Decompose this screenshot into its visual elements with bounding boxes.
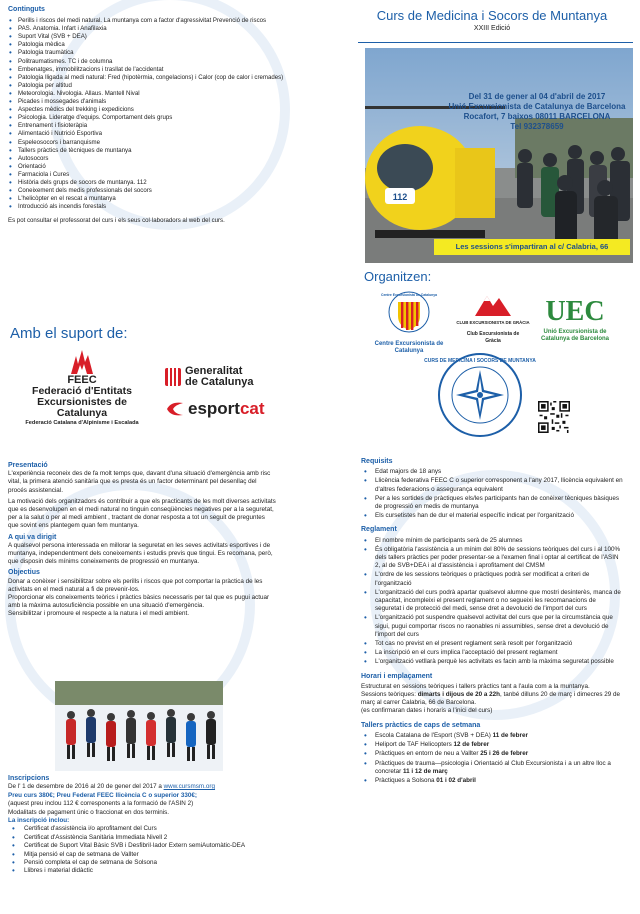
horari-p2b: dimarts i dijous de 20 a 22h [417,691,500,699]
esport-text: esport [188,399,240,418]
objectius-p2: Proporcionar els coneixements teòrics i pràctics bàsics necessaris per tal que es pugui actuar amb la màxima autosuficiència possible en una situació d'emergència. [8,594,270,610]
feec-abbr: FEEC [67,374,97,386]
inscripcions-title: Inscripcions [8,775,50,782]
taller-item [375,760,623,776]
senyera-icon [165,368,181,386]
course-dates: Del 31 de gener al 04 d'abril de 2017 [468,92,606,101]
course-info [443,92,631,132]
cec-logo-icon [381,290,437,338]
support-title: Amb el suport de: [10,325,128,342]
organizer-ceg-name: Club Excursionista de Gràcia [466,331,520,344]
course-address: Rocafort, 7 baixos 08011 BARCELONA [463,112,611,121]
horari-title: Horari i emplaçament [361,672,433,680]
taller-item [375,732,623,740]
inscripcio-item: • Llibres i material didàctic [24,867,276,875]
organizer-uec-name: Unió Excursionista de Catalunya de Barcelona [540,329,610,342]
organizer-uec [530,292,620,343]
taller-item-date: 25 i 26 de febrer [480,750,529,758]
generalitat-line-1: Generalitat [185,365,243,377]
reglament-item: • L'ordre de les sessions teòriques o pràctiques podrà ser modificat a criteri de l'organització [375,571,623,587]
ceg-logo-icon [456,292,530,328]
course-price: Preu curs 380€; Preu Federat FEEC llicència C o superior 330€; [8,791,197,799]
contents-item: • Perills i riscos del medi natural. La muntanya com a factor d'agressivitat Prevenció de riscos [18,17,326,25]
tallers-list [361,732,623,785]
feec-name-2: Excursionistes de Catalunya [37,396,127,419]
contents-item: • Aspectes mèdics del trekking i expedicions [18,106,326,114]
feec-name-1: Federació d'Entitats [32,385,132,397]
presentacio-title: Presentació [8,462,48,469]
badge-text: CURS DE MEDICINA I SOCORS DE MUNTANYA [424,358,536,364]
inscripcions-section [8,775,276,876]
contents-item: • Meteorologia. Nivologia. Allaus. Mantell Nival [18,90,326,98]
generalitat-line-2: de Catalunya [185,376,254,388]
reglament-list [361,537,623,667]
inscripcions-dates: De l' 1 de desembre de 2016 al 20 de gener del 2017 a [8,783,164,791]
contents-item: • Patologia lligada al medi natural: Fred (hipotèrmia, congelacions) i Calor (cop de calor i cremades) [18,74,326,82]
contents-note: Es pot consultar el professorat del curs i els seus col·laboradors al web del curs. [8,217,225,225]
presentacio-p1: L'experiència reconeix des de fa molt temps que, davant d'una situació d'emergència amb risc vital, la primera atenció sanitària que es presta és un factor determinant pel desenllaç del procés assistencial. [8,470,271,494]
inscripcio-item: • Pensió completa el cap de setmana de Solsona [24,859,276,867]
contents-item: • Orientació [18,163,326,171]
horari-p1: Estructurat en sessions teòriques i tallers pràctics tant a l'aula com a la muntanya. [361,682,590,690]
group-photo-snow [55,681,223,771]
inscripcio-item: • Certificat d'assistència i/o aprofitament del Curs [24,825,276,833]
price-note: (aquest preu inclou 112 € corresponents a la formació de l'ASIN 2) [8,800,194,808]
adirigit-title: A qui va dirigit [8,533,57,541]
objectius-title: Objectius [8,569,40,577]
taller-item-date: 11 i 12 de març [403,767,448,775]
inscripcio-item: • Certificat d'Assistència Sanitària Immediata Nivell 2 [24,834,276,842]
taller-item-text: Pràctiques de trauma—psicologia i Orientació al Club Excursionista i a un altre lloc a concretar [375,759,611,775]
contents-list [8,17,326,211]
contents-item: • Psicologia. Lideratge d'equips. Comportament dels grups [18,114,326,122]
inscripcio-list [8,825,276,875]
feec-name-3: Federació Catalana d'Alpinisme i Escalada [25,420,139,426]
feec-flame-icon [69,350,95,374]
uec-logo-text: UEC [545,296,605,327]
requisit-item: • Llicència federativa FEEC C o superior corresponent a l'any 2017, llicència equivalent en d'altres federacions o assegurança equivalent [375,477,623,493]
qr-code-icon [538,401,570,433]
reglament-item: • La inscripció en el curs implica l'acceptació del present reglament [375,649,623,657]
contents-item: • Patologia mèdica [18,41,326,49]
reglament-item: • L'organització vetllarà perquè les activitats es facin amb la màxima seguretat possible [375,658,623,666]
course-edition: XXIII Edició [473,25,511,32]
course-title: Curs de Medicina i Socors de Muntanya [376,8,608,23]
contents-item: • Patologia traumàtica [18,49,326,57]
course-website-link[interactable]: www.cursmsm.org [163,783,216,791]
cec-ring-text: Centre Excursionista de Catalunya [381,293,437,297]
presentacio-p2: La motivació dels organitzadors és contribuir a que els practicants de les molt diverses activitats que es desenvolupen en el medi natural no tinguin conseqüències negatives per a la seguretat, per a la salut o per al medi ambient , tractant de donar resposta a tot un seguit de preguntes que sovint ens plantegem quan fem muntanya. [8,497,276,530]
requisits-title: Requisits [361,458,393,465]
sessions-banner: Les sessions s'impartiran al c/ Calabria, 66 [434,239,630,255]
right-info-column [361,458,623,786]
tallers-title: Tallers pràctics de caps de setmana [361,721,481,729]
payment-note: Modalitats de pagament únic o fraccionat en dos terminis. [8,808,170,816]
contents-item: • Autosocors [18,155,326,163]
contents-title: Continguts [8,6,45,13]
contents-item: • Introducció als incendis forestals [18,203,326,211]
contents-item: • Embenatges, immobilitzacions i trasllat de l'accidentat [18,66,326,74]
helicopter-photo-image [365,48,633,263]
taller-item-text: Escola Catalana de l'Esport (SVB + DEA) [375,731,493,739]
presentation-section [8,460,276,622]
feec-logo [12,350,152,426]
taller-item-text: Pràctiques a Solsona [375,776,437,784]
horari-p3: (es confirmaran dates i horaris a l'inici del curs) [361,707,493,715]
contents-item: • Espeleosocors i barranquisme [18,139,326,147]
requisit-item: • Els cursetistes han de dur el material específic indicat per l'organització [375,512,623,520]
helicopter-photo [365,48,633,263]
contents-item: • Història dels grups de socors de muntanya. 112 [18,179,326,187]
requisits-list [361,468,623,520]
requisit-item: • Edat majors de 18 anys [375,468,623,476]
taller-item [375,777,623,785]
cat-text: cat [239,399,265,418]
organizer-ceg [456,292,530,345]
contents-item: • PAS. Anatomia. Infart i Anafilaxia [18,25,326,33]
contents-item: • Patologia per altitud [18,82,326,90]
contents-item: • Tallers pràctics de tècniques de muntanya [18,147,326,155]
contents-section [8,6,326,225]
taller-item-date: 12 de febrer [453,741,490,749]
reglament-item: • L'organització pot suspendre qualsevol activitat del curs que per la circumstància que sigui, pugui comportar riscos no raonables ni assumibles, sense dret a devolució de l'import del curs [375,614,623,639]
cursmsm-badge-icon [424,352,536,438]
horari-p2a: Sessions teòriques: [361,691,418,699]
taller-item-text: Pràctiques en entorn de neu a Vallter [375,750,481,758]
contents-item: • L'helicòpter en el rescat a muntanya [18,195,326,203]
reglament-item: • L'organització del curs podrà apartar qualsevol alumne que mostri desinterès, manca de capacitat, incompleixi el present reglament o no segueixi les recomanacions de seguretat i de protecció del medi, sense dret a devolució de l'import del curs [375,589,623,614]
organizer-cec-name: Centre Excursionista de Catalunya [374,341,444,354]
ceg-logo-text: CLUB EXCURSIONISTA DE GRÀCIA [456,320,530,325]
taller-item-date: 11 de febrer [492,731,528,739]
reglament-item: • El nombre mínim de participants serà de 25 alumnes [375,537,623,545]
taller-item [375,741,623,749]
contents-item: • Politraumatismes. TC i de columna [18,58,326,66]
contents-item: • Entrenament i fisioteràpia [18,122,326,130]
contents-item: • Picades i mossegades d'animals [18,98,326,106]
contents-item: • Coneixement dels medis professionals del socors [18,187,326,195]
contents-item: • Farmaciola i Cures [18,171,326,179]
reglament-item: • Tot cas no previst en el present reglament serà resolt per l'organització [375,640,623,648]
organizers-title: Organitzen: [364,269,432,284]
title-divider [358,42,633,43]
horari-p2c: , tanbé dilluns 20 de març i dimecres 29 de març al carrer Calabria, 66 de Barcelona. [361,691,621,707]
organizer-cec [366,290,452,355]
contents-item: • Suport Vital (SVB + DEA) [18,33,326,41]
objectius-p1: Donar a conèixer i sensibilitzar sobre els perills i riscos que pot comportar la pràctica de les activitats en el medi natural a fi de prevenir-los. [8,577,263,593]
generalitat-logo [165,366,253,388]
taller-item-text: Heliport de TAF Helicopters [375,741,454,749]
inscripcio-item: • Mitja pensió el cap de setmana de Vallter [24,851,276,859]
reglament-title: Reglament [361,526,397,534]
esportcat-logo [165,399,265,419]
taller-item [375,750,623,758]
inscripcio-inclou: La inscripció inclou: [8,817,70,825]
contents-item: • Alimentació i Nutrició Esportiva [18,130,326,138]
esportcat-swoosh-icon [165,400,185,418]
course-phone: Tel 932378659 [510,122,564,131]
requisit-item: • Per a les sortides de pràctiques els/les participants han de conèixer tècniques bàsiques de progressió en medis de muntanya [375,495,623,511]
course-venue: Unió Excursionista de Catalunya de Barcelona [448,102,626,111]
objectius-p3: Sensibilitzar i promoure el respecte a la natura i el medi ambient. [8,610,189,618]
uec-logo-icon [545,292,605,327]
reglament-item: • És obligatòria l'assistència a un mínim del 80% de sessions teòriques del curs i al 100% dels tallers pràctics per poder presentar-se a l'examen final i optar al certificat de l'ASIN 2, al de SVB+DEA i al d'assistència i aprofitament del CMSM [375,546,623,571]
heli-number: 112 [392,192,408,202]
inscripcio-item: • Certificat de Suport Vital Bàsic SVB i Desfibril·lador Extern semiAutomàtic-DEA [24,842,276,850]
taller-item-date: 01 i 02 d'abril [436,776,476,784]
adirigit-p: A qualsevol persona interessada en millorar la seguretat en les seves activitats esportives i de muntanya, independentment dels coneixements i estudis previs que tingui. Es recomana, però, que disposin dels mínims coneixements de progressió en muntanya. [8,541,273,566]
